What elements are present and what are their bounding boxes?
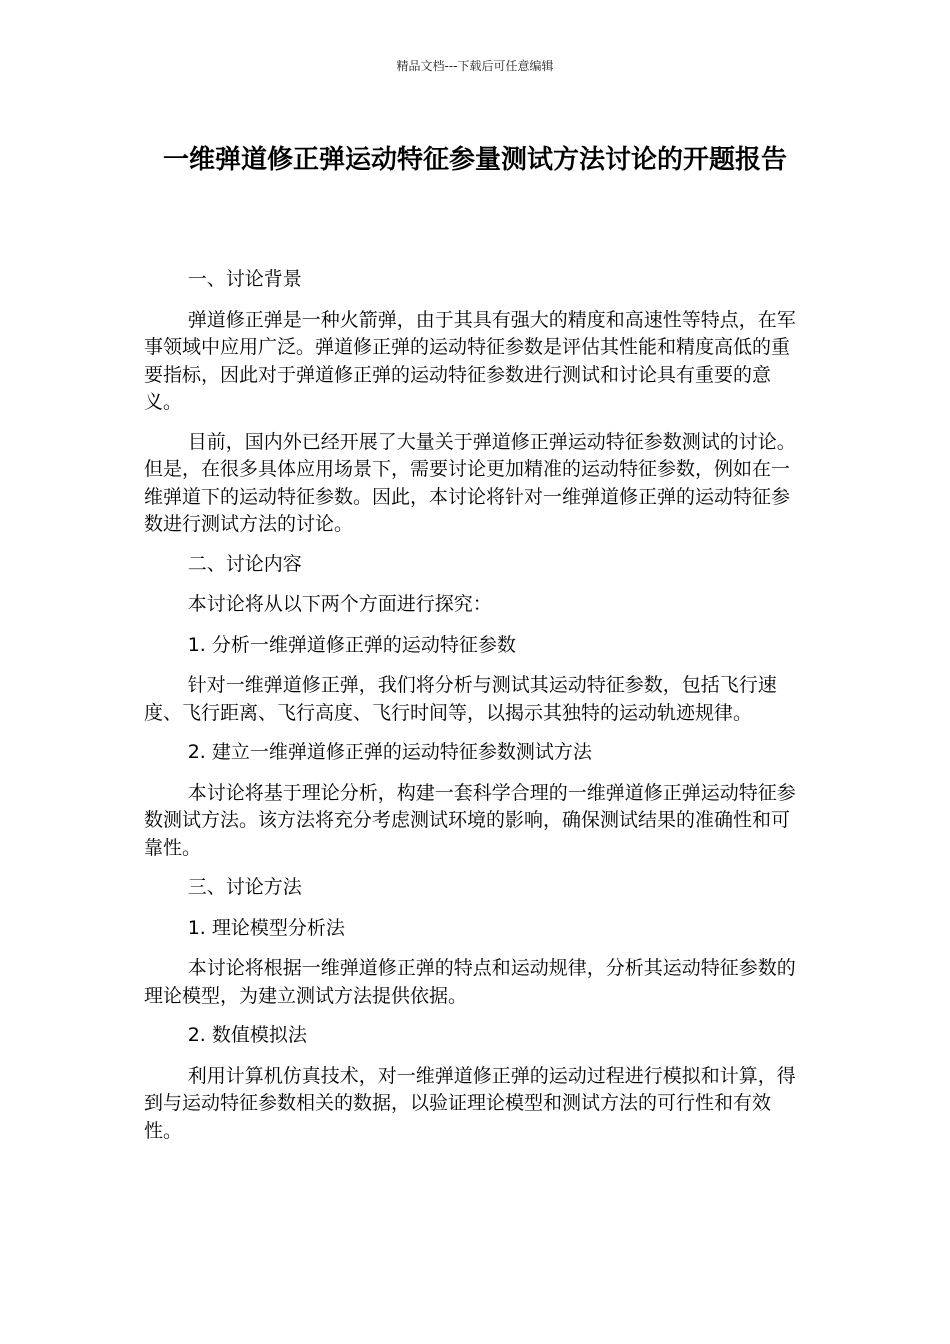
subheading-method-item-1: 1. 理论模型分析法: [187, 916, 345, 939]
paragraph-content-intro: 本讨论将从以下两个方面进行探究：: [187, 593, 492, 615]
section-heading-content: 二、讨论内容: [187, 552, 302, 575]
paragraph-background-1: 弹道修正弹是一种火箭弹，由于其具有强大的精度和高速性等特点，在军事领域中应用广泛。弹道修正弹的运动特征参数是评估其性能和精度高低的重要指标，因此对于弹道修正弹的运动特征参数进行测试和讨论具有重要的意义。: [144, 308, 796, 413]
subheading-method-item-2: 2. 数值模拟法: [187, 1024, 307, 1046]
subheading-content-item-2: 2. 建立一维弹道修正弹的运动特征参数测试方法: [187, 741, 592, 763]
document-body: [144, 266, 804, 1157]
paragraph-method-item-2: 利用计算机仿真技术，对一维弹道修正弹的运动过程进行模拟和计算，得到与运动特征参数相关的数据，以验证理论模型和测试方法的可行性和有效性。: [144, 1064, 796, 1142]
paragraph-method-item-1: 本讨论将根据一维弹道修正弹的特点和运动规律，分析其运动特征参数的理论模型，为建立测试方法提供依据。: [144, 957, 796, 1007]
section-heading-background: 一、讨论背景: [187, 268, 302, 290]
section-heading-method: 三、讨论方法: [187, 876, 302, 898]
paragraph-content-item-1: 针对一维弹道修正弹，我们将分析与测试其运动特征参数，包括飞行速度、飞行距离、飞行高度、飞行时间等，以揭示其独特的运动轨迹规律。: [144, 674, 777, 724]
header-note: 精品文档---下载后可任意编辑: [396, 59, 554, 73]
paragraph-content-item-2: 本讨论将基于理论分析，构建一套科学合理的一维弹道修正弹运动特征参数测试方法。该方法将充分考虑测试环境的影响，确保测试结果的准确性和可靠性。: [144, 781, 796, 859]
paragraph-background-2: 目前，国内外已经开展了大量关于弹道修正弹运动特征参数测试的讨论。但是，在很多具体应用场景下，需要讨论更加精准的运动特征参数，例如在一维弹道下的运动特征参数。因此，本讨论将针对一维弹道修正弹的运动特征参数进行测试方法的讨论。: [144, 430, 796, 535]
subheading-content-item-1: 1. 分析一维弹道修正弹的运动特征参数: [187, 633, 516, 656]
document-title: 一维弹道修正弹运动特征参量测试方法讨论的开题报告: [162, 145, 787, 175]
